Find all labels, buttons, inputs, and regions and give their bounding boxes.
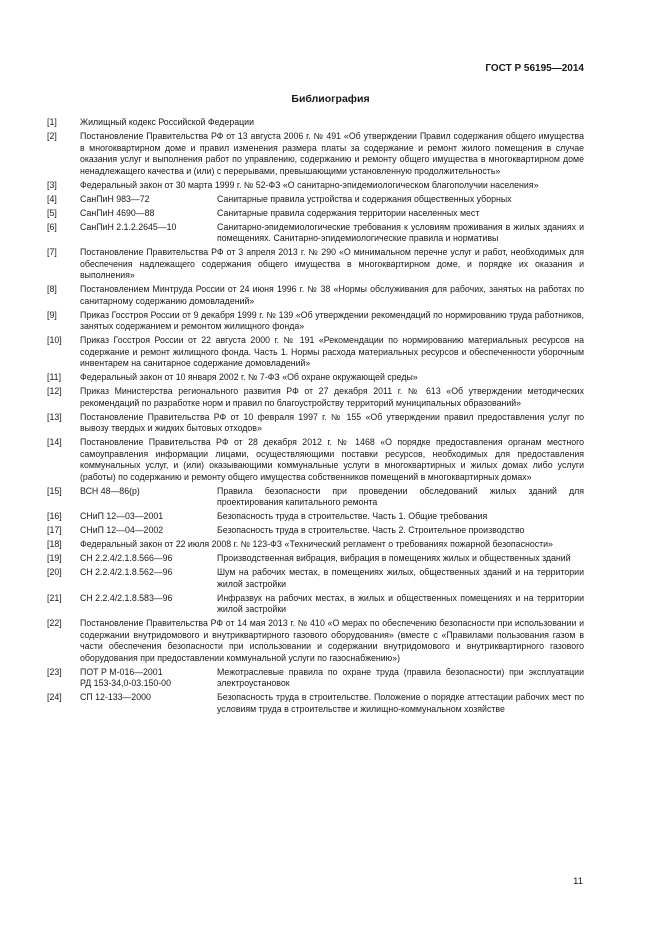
item-number: [5] [47,207,57,218]
item-number: [10] [47,335,62,345]
item-number: [23] [47,666,62,677]
item-code [80,667,217,690]
item-number: [14] [47,437,62,447]
item-number: [22] [47,618,62,628]
bibliography-item [47,667,584,690]
item-code [80,593,217,616]
item-number: [1] [47,117,57,127]
bibliography-item [47,131,584,177]
bibliography-item [47,618,584,664]
bibliography-item [47,525,584,537]
item-number: [17] [47,525,62,535]
item-code [80,692,217,715]
item-code-text: СНиП 12—03—2001 [80,511,164,521]
item-number: [9] [47,309,57,320]
bibliography-item [47,310,584,333]
bibliography-item [47,386,584,409]
item-number: [20] [47,567,62,577]
standard-number: ГОСТ Р 56195—2014 [485,63,584,74]
bibliography-item [47,539,584,551]
item-code [80,194,217,206]
bibliography-item [47,567,584,590]
page-number: 11 [573,876,583,887]
item-number: [15] [47,485,62,496]
item-number: [11] [47,372,62,382]
item-number: [4] [47,193,57,204]
item-description: Санитарные правила устройства и содержания общественных уборных [217,193,512,204]
item-number: [6] [47,221,57,232]
bibliography-item [47,180,584,192]
item-number: [3] [47,179,57,190]
item-code-text: СНиП 12—04—2002 [80,525,164,535]
item-code-text: СанПиН 2.1.2.2645—10 [80,221,177,232]
item-description: Правила безопасности при проведении обследований жилых зданий для проектирования капитального ремонта [217,485,584,507]
bibliography-item [47,412,584,435]
item-number: [13] [47,411,62,422]
bibliography-item [47,284,584,307]
item-code-secondary: РД 153-34,0-03.150-00 [80,678,171,688]
page-title: Библиография [291,93,370,105]
item-code-text: ПОТ Р М-016—2001 [80,666,163,677]
item-number: [18] [47,539,62,549]
item-number: [24] [47,692,62,702]
item-code-text: СанПиН 983—72 [80,193,150,204]
item-number: [2] [47,131,57,141]
item-description: Инфразвук на рабочих местах, в жилых и общественных помещениях и на территории жилой застройки [217,592,584,614]
bibliography-item [47,437,584,483]
item-description: Шум на рабочих местах, в помещениях жилых, общественных зданий и на территории жилой застройки [217,567,584,589]
item-description: Безопасность труда в строительстве. Положение о порядке аттестации рабочих мест по условиям труда в строительстве и жилищно-коммунальном хозяйстве [217,692,584,714]
item-code [80,567,217,590]
bibliography-item [47,511,584,523]
bibliography-item [47,247,584,282]
item-text: Постановление Правительства РФ от 28 декабря 2012 г. № 1468 «О порядке предоставления органам местного самоуправления информации лицами, осуществляющими поставки ресурсов, необходимых для предоставления коммунальных услуг, и (или) оказывающими коммунальные услуги в многоквартирных и жилых домах либо услуги (работы) по содержанию и ремонту общего имущества собственников помещений в многоквартирных домах» [80,437,584,482]
item-text: Постановление Правительства РФ от 13 августа 2006 г. № 491 «Об утверждении Правил содержания общего имущества в многоквартирном доме и правил изменения размера платы за содержание и ремонт жилого помещения в случае оказания услуг и выполнения работ по управлению, содержанию и ремонту общего имущества в многоквартирном доме ненадлежащего качества и (или) с перерывами, превышающими установленную продолжительность» [80,131,584,176]
item-text: Федеральный закон от 10 января 2002 г. № 7-ФЗ «Об охране окружающей среды» [80,372,418,382]
item-code [80,511,217,523]
item-text: Приказ Госстроя России от 22 августа 2000 г. № 191 «Рекомендации по нормированию материальных ресурсов на содержание и ремонт жилищного фонда. Часть 1. Нормы расхода материальных ресурсов и обеспеченности уборочным инвентарем на санитарное содержание домовладений» [80,335,584,368]
item-text: Федеральный закон от 22 июля 2008 г. № 123-ФЗ «Технический регламент о требованиях пожарной безопасности» [80,539,553,549]
item-code-text: СН 2.2.4/2.1.8.583—96 [80,592,173,603]
item-description: Санитарно-эпидемиологические требования к условиям проживания в жилых зданиях и помещениях. Санитарно-эпидемиологические правила и нормативы [217,221,584,243]
item-code [80,208,217,220]
item-text: Постановление Правительства РФ от 10 февраля 1997 г. № 155 «Об утверждении правил предоставления услуг по вывозу твердых и жидких бытовых отходов» [80,411,584,433]
bibliography-list [47,117,584,718]
item-text: Постановлением Минтруда России от 24 июня 1996 г. № 38 «Нормы обслуживания для рабочих, занятых на работах по санитарному содержанию домовладений» [80,284,584,306]
item-text: Федеральный закон от 30 марта 1999 г. № 52-ФЗ «О санитарно-эпидемиологическом благополучии населения» [80,179,539,190]
bibliography-item [47,117,584,129]
item-number: [16] [47,511,62,521]
item-code [80,525,217,537]
item-description: Безопасность труда в строительстве. Часть 2. Строительное производство [217,525,525,535]
item-code-text: СанПиН 4690—88 [80,207,155,218]
item-code-text: СН 2.2.4/2.1.8.562—96 [80,567,173,577]
item-text: Постановление Правительства РФ от 14 мая 2013 г. № 410 «О мерах по обеспечению безопасности при использовании и содержании внутридомового и внутриквартирного газового оборудования» (вместе с «Правилами пользования газом в части обеспечения безопасности при использовании и содержании внутридомового и внутриквартирного газового оборудования при предоставлении коммунальной услуги по газоснабжению») [80,618,584,663]
item-code-text: СН 2.2.4/2.1.8.566—96 [80,553,173,563]
item-number: [19] [47,553,62,563]
item-description: Межотраслевые правила по охране труда (правила безопасности) при эксплуатации электроустановок [217,666,584,688]
bibliography-item [47,372,584,384]
item-description: Производственная вибрация, вибрация в помещениях жилых и общественных зданий [217,553,571,563]
bibliography-item [47,593,584,616]
item-description: Безопасность труда в строительстве. Часть 1. Общие требования [217,511,488,521]
bibliography-item [47,335,584,370]
item-code-text: СП 12-133—2000 [80,692,151,702]
item-text: Приказ Министерства регионального развития РФ от 27 декабря 2011 г. № 613 «Об утверждении методических рекомендаций по разработке норм и правил по благоустройству территорий муниципальных образований» [80,386,584,408]
item-code [80,553,217,565]
bibliography-item [47,553,584,565]
bibliography-item [47,486,584,509]
item-code [80,486,217,509]
item-text: Жилищный кодекс Российской Федерации [80,117,254,127]
item-number: [12] [47,386,62,396]
item-number: [21] [47,592,62,603]
item-code-text: ВСН 48—86(р) [80,485,140,496]
bibliography-item [47,692,584,715]
item-text: Постановление Правительства РФ от 3 апреля 2013 г. № 290 «О минимальном перечне услуг и работ, необходимых для обеспечения надлежащего содержания общего имущества в многоквартирном доме, и порядке их оказания и выполнения» [80,247,584,280]
bibliography-item [47,208,584,220]
item-code [80,222,217,245]
bibliography-item [47,194,584,206]
item-number: [8] [47,284,57,294]
item-text: Приказ Госстроя России от 9 декабря 1999 г. № 139 «Об утверждении рекомендаций по нормированию труда работников, занятых содержанием и ремонтом жилищного фонда» [80,309,584,331]
bibliography-item [47,222,584,245]
item-description: Санитарные правила содержания территории населенных мест [217,207,480,218]
item-number: [7] [47,247,57,257]
